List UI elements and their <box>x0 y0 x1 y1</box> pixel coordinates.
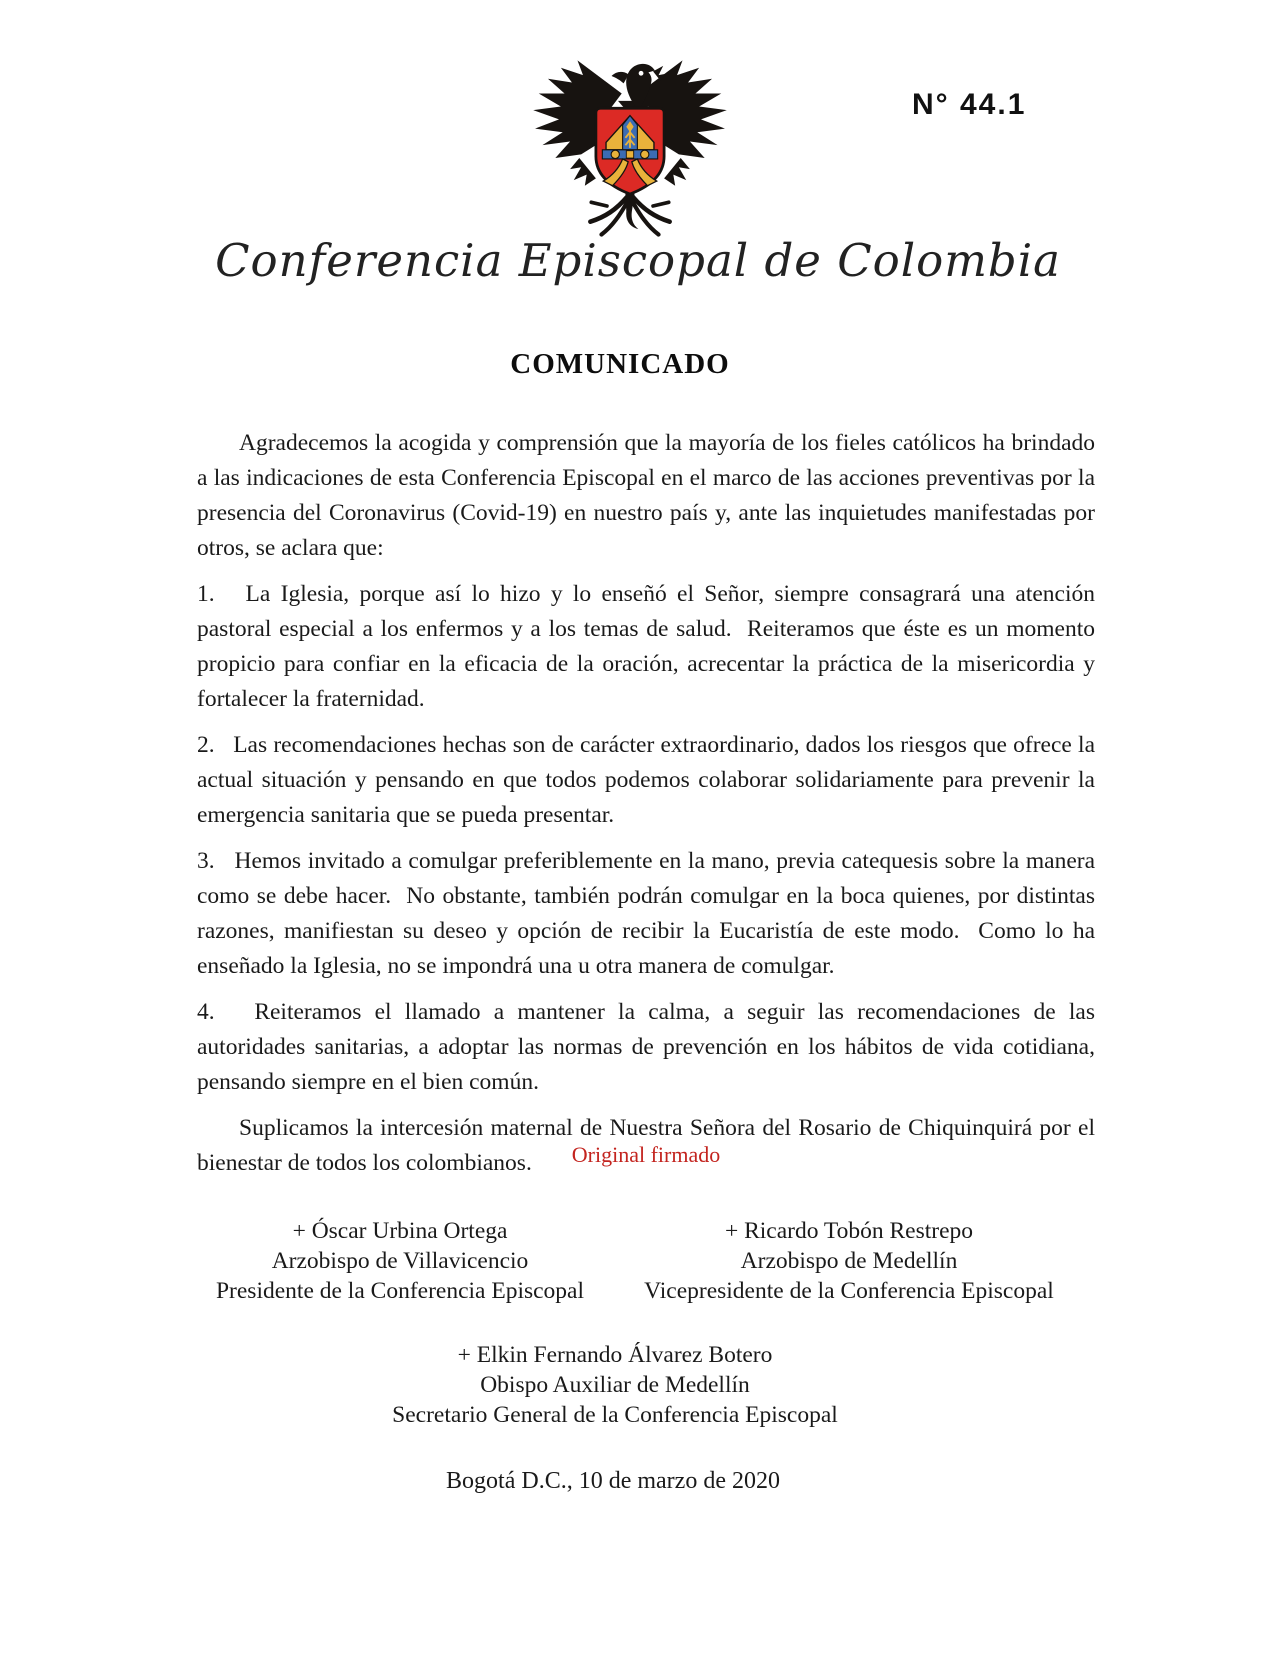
organization-name: Conferencia Episcopal de Colombia <box>215 234 1061 287</box>
paragraph-item-1: 1. La Iglesia, porque así lo hizo y lo enseñó el Señor, siempre consagrará una atención pastoral especial a los enfermos y a los temas de salud. Reiteramos que éste es un momento propicio para confiar en la eficacia de la oración, acrecentar la práctica de la misericordia y fortalecer la fraternidad. <box>197 581 1095 712</box>
paragraph-closing: Suplicamos la intercesión maternal de Nuestra Señora del Rosario de Chiquinquirá por el bienestar de todos los colombianos. <box>197 1115 1095 1176</box>
signature-role: Presidente de la Conferencia Episcopal <box>215 1278 585 1304</box>
signature-secretary-wrap <box>0 1340 1230 1430</box>
document-title: COMUNICADO <box>510 348 730 380</box>
signature-secretary <box>392 1340 838 1430</box>
signature-president <box>197 1216 603 1306</box>
eagle-crest-emblem <box>524 54 736 245</box>
paragraph-item-2: 2. Las recomendaciones hechas son de carácter extraordinario, dados los riesgos que ofrece la actual situación y pensando en que todos podemos colaborar solidariamente para prevenir la emergencia sanitaria que se pueda presentar. <box>197 732 1095 828</box>
signature-role: Arzobispo de Villavicencio <box>271 1248 529 1274</box>
signature-role: Arzobispo de Medellín <box>740 1248 958 1274</box>
signature-role: Vicepresidente de la Conferencia Episcopal <box>644 1278 1054 1304</box>
signature-name: + Óscar Urbina Ortega <box>292 1218 508 1244</box>
document-number: N° 44.1 <box>912 88 1027 121</box>
eagle-beak <box>612 72 629 83</box>
dateline: Bogotá D.C., 10 de marzo de 2020 <box>446 1468 780 1494</box>
signature-name: + Elkin Fernando Álvarez Botero <box>457 1342 773 1368</box>
signature-name: + Ricardo Tobón Restrepo <box>724 1218 974 1244</box>
eagle-crest-svg <box>524 54 736 240</box>
original-signed-note: Original firmado <box>571 1142 721 1167</box>
document-body <box>197 426 1095 1192</box>
signature-vicepresident <box>603 1216 1095 1306</box>
paragraph-intro: Agradecemos la acogida y comprensión que la mayoría de los fieles católicos ha brindado a las indicaciones de esta Conferencia Episcopal en el marco de las acciones preventivas por la presencia del Coronavirus (Covid-19) en nuestro país y, ante las inquietudes manifestadas por otros, se aclara que: <box>197 430 1095 561</box>
paragraph-item-4: 4. Reiteramos el llamado a mantener la calma, a seguir las recomendaciones de las autoridades sanitarias, a adoptar las normas de prevención en los hábitos de vida cotidiana, pensando siempre en el bien común. <box>197 999 1095 1095</box>
paragraph-item-3: 3. Hemos invitado a comulgar preferiblemente en la mano, previa catequesis sobre la manera como se debe hacer. No obstante, también podrán comulgar en la boca quienes, por distintas razones, manifiestan su deseo y opción de recibir la Eucaristía de este modo. Como lo ha enseñado la Iglesia, no se impondrá una u otra manera de comulgar. <box>197 848 1095 979</box>
signature-columns <box>197 1216 1095 1306</box>
signature-role: Secretario General de la Conferencia Episcopal <box>392 1402 838 1428</box>
signature-role: Obispo Auxiliar de Medellín <box>480 1372 750 1398</box>
